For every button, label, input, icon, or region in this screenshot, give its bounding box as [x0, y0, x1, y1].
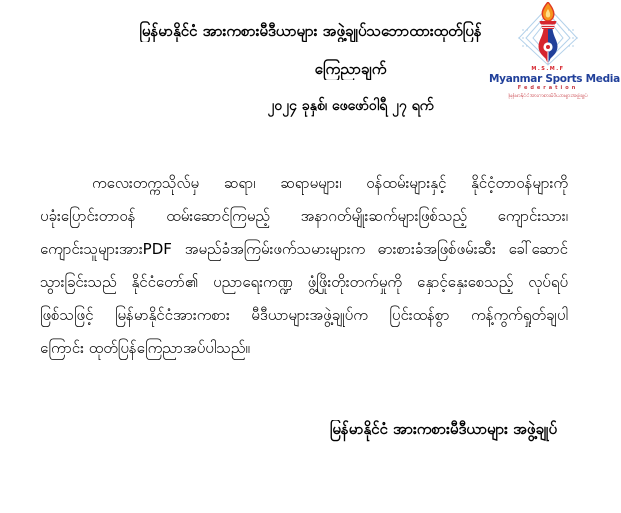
flame-icon	[542, 2, 554, 21]
statement-line: ပခုံးပြောင်းတာဝန် ထမ်းဆောင်ကြမည့် အနာဂတ်မျိုးဆက်များဖြစ်သည့် ကျောင်းသား၊	[40, 207, 568, 225]
logo-name-english: Myanmar Sports Media	[489, 72, 620, 85]
statement-title-line-2: ကြေညာချက်	[314, 60, 387, 78]
statement-line: ကြောင်း ထုတ်ပြန်ကြေညာအပ်ပါသည်။	[40, 339, 250, 357]
statement-date-line: ၂၀၂၄ ခုနှစ်၊ ဖေဖော်ဝါရီ ၂၇ ရက်	[267, 98, 434, 114]
msmf-logo	[489, 2, 620, 99]
statement-line: ကျောင်းသူများအားPDF အမည်ခံအကြမ်းဖက်သမားများက ဓားစားခံအဖြစ်ဖမ်းဆီး ခေါ်ဆောင်	[40, 240, 568, 258]
statement-paragraph	[40, 168, 568, 366]
statement-line: ဖြစ်သဖြင့် မြန်မာနိုင်ငံအားကစား မီဒီယာများအဖွဲ့ချုပ်က ပြင်းထန်စွာ ကန့်ကွက်ရှုတ်ချပါ	[40, 306, 568, 324]
logo-name-burmese: မြန်မာနိုင်ငံအားကစားမီဒီယာများအဖွဲ့ချုပ်	[508, 92, 588, 99]
statement-line: သွားခြင်းသည် နိုင်ငံတော်၏ ပညာရေးကဏ္ဍ ဖွံ့ဖြိုးတိုးတက်မှုကို နှောင့်နှေးစေသည့် လုပ်ရပ်	[40, 273, 568, 291]
logo-federation-label: Federation	[517, 85, 579, 92]
torch-cup-icon	[540, 21, 557, 29]
msmf-torch-pen-emblem-icon	[506, 2, 590, 66]
statement-title-line-1: မြန်မာနိုင်ငံ အားကစားမီဒီယာများ အဖွဲ့ချုပ်သဘောထားထုတ်ပြန်	[139, 22, 482, 40]
logo-acronym: M.S.M.F	[531, 66, 565, 72]
issuer-signature: မြန်မာနိုင်ငံ အားကစားမီဒီယာများ အဖွဲ့ချုပ်	[329, 420, 557, 438]
statement-line: ကလေးတက္ကသိုလ်မှ ဆရာ၊ ဆရာမများ၊ ဝန်ထမ်းများနှင့် နိုင်ငံ့တာဝန်များကို	[92, 174, 568, 192]
